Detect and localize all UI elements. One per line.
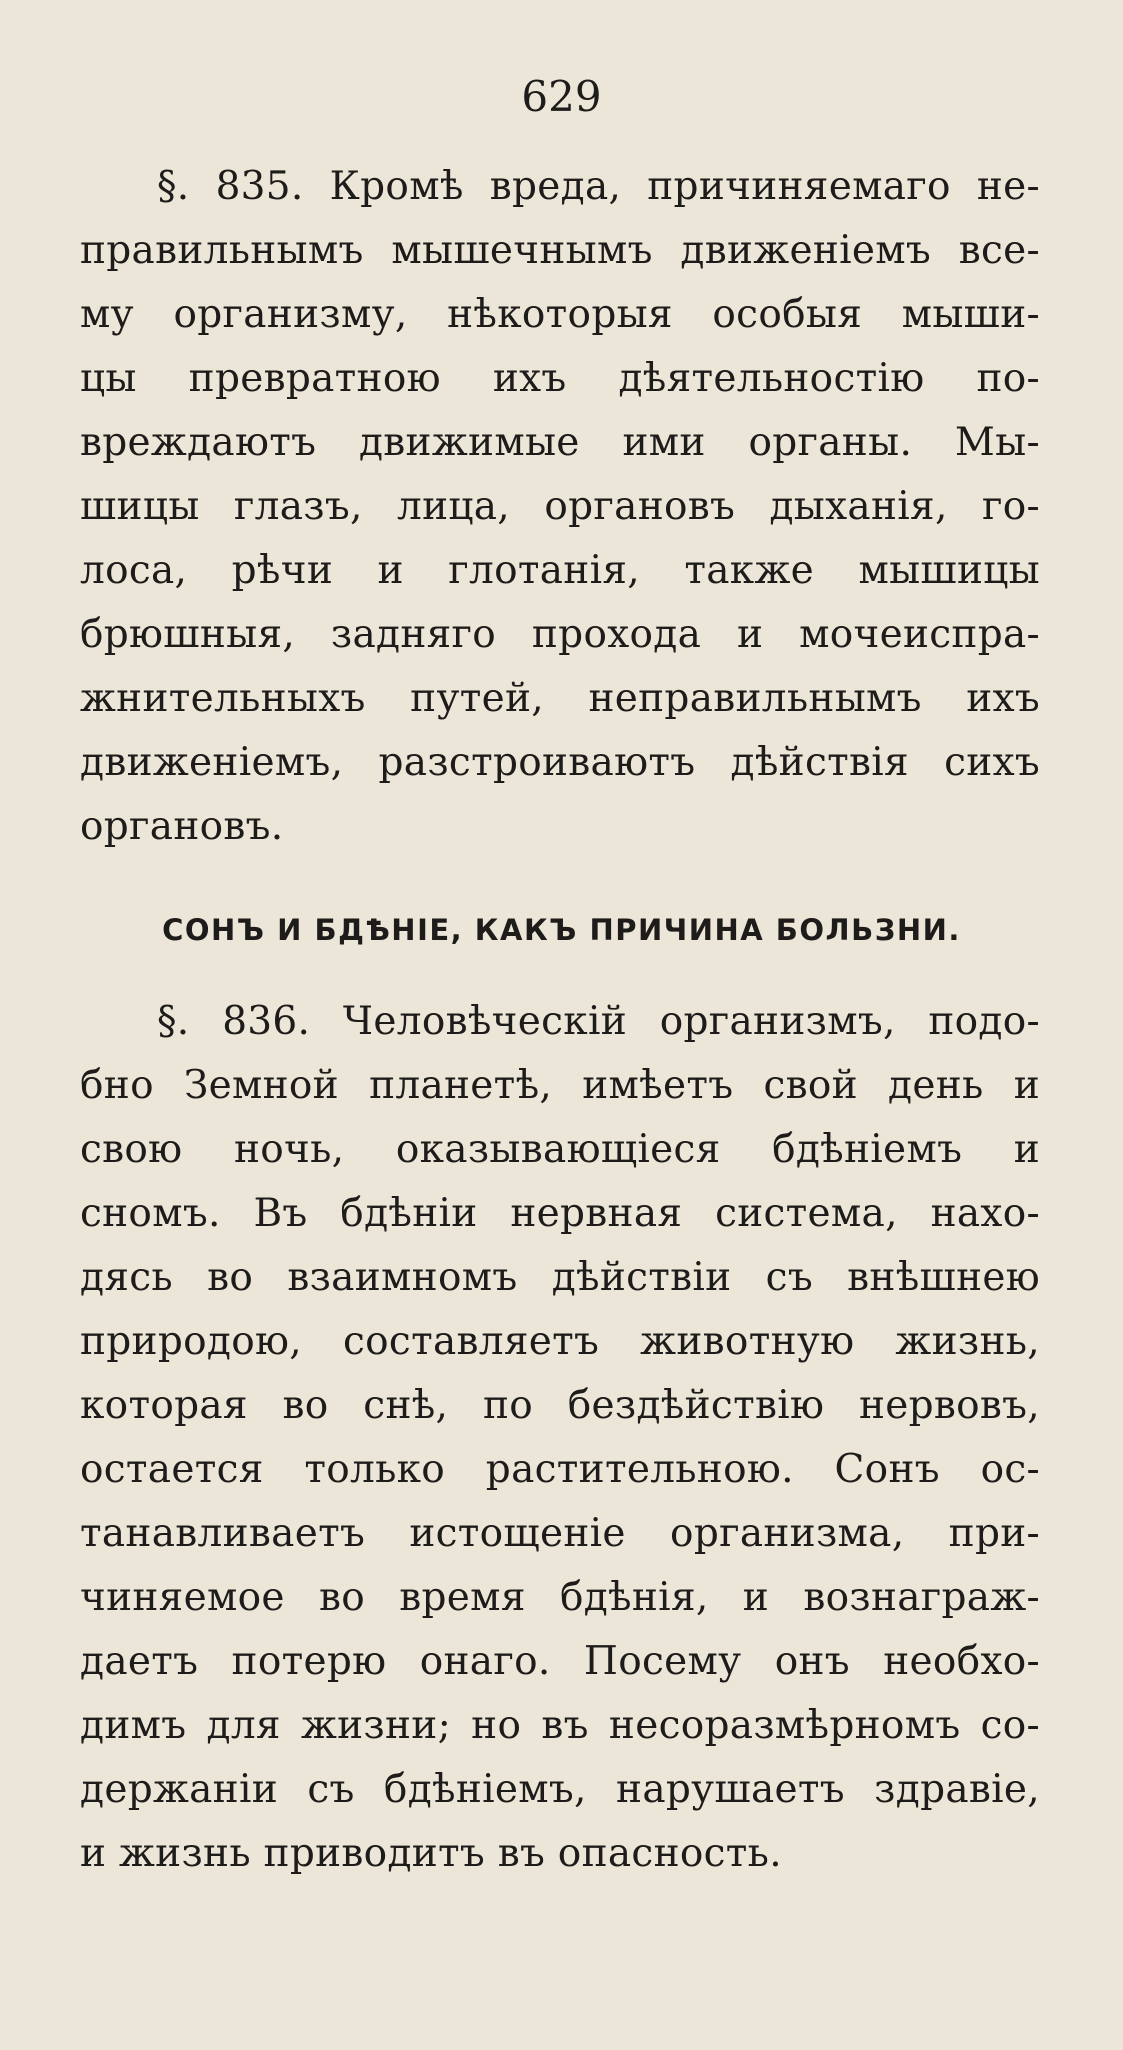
text-line: которая во снѣ, по бездѣйствію нервовъ, [80, 1383, 1040, 1428]
text-line: бно Земной планетѣ, имѣетъ свой день и [80, 1063, 1040, 1108]
text-line: природою, составляетъ животную жизнь, [80, 1319, 1040, 1364]
text-line: танавливаетъ истощеніе организма, при- [80, 1511, 1040, 1556]
text-line: держаніи съ бдѣніемъ, нарушаетъ здравіе, [80, 1767, 1040, 1812]
paragraph-section-836 [80, 990, 1040, 1886]
text-line: димъ для жизни; но въ несоразмѣрномъ со- [80, 1703, 1040, 1748]
text-line: жнительныхъ путей, неправильнымъ ихъ [80, 676, 1040, 721]
text-line: остается только растительною. Сонъ ос- [80, 1447, 1040, 1492]
text-line: §. 835. Кромѣ вреда, причиняемаго не- [157, 164, 1040, 209]
text-line: движеніемъ, разстроиваютъ дѣйствія сихъ [80, 740, 1040, 785]
text-line: му организму, нѣкоторыя особыя мыши- [80, 292, 1040, 337]
text-line: и жизнь приводитъ въ опасность. [80, 1831, 782, 1876]
section-heading: СОНЪ И БДѢНІЕ, КАКЪ ПРИЧИНА БОЛЬЗНИ. [162, 913, 961, 947]
text-line: даетъ потерю онаго. Посему онъ необхо- [80, 1639, 1040, 1684]
text-line: вреждаютъ движимые ими органы. Мы- [80, 420, 1040, 465]
text-line: чиняемое во время бдѣнія, и вознаграж- [80, 1575, 1040, 1620]
text-line: органовъ. [80, 804, 284, 849]
text-line: правильнымъ мышечнымъ движеніемъ все- [80, 228, 1040, 273]
page-number: 629 [521, 72, 602, 121]
paragraph-section-835 [80, 155, 1040, 859]
text-line: брюшныя, задняго прохода и мочеиспра- [80, 612, 1040, 657]
text-line: цы превратною ихъ дѣятельностію по- [80, 356, 1040, 401]
text-line: шицы глазъ, лица, органовъ дыханія, го- [80, 484, 1040, 529]
text-line: лоса, рѣчи и глотанія, также мышицы [80, 548, 1040, 593]
text-line: сномъ. Въ бдѣніи нервная система, нахо- [80, 1191, 1040, 1236]
text-line: дясь во взаимномъ дѣйствіи съ внѣшнею [80, 1255, 1040, 1300]
text-line: §. 836. Человѣческій организмъ, подо- [157, 999, 1040, 1044]
text-line: свою ночь, оказывающіеся бдѣніемъ и [80, 1127, 1040, 1172]
